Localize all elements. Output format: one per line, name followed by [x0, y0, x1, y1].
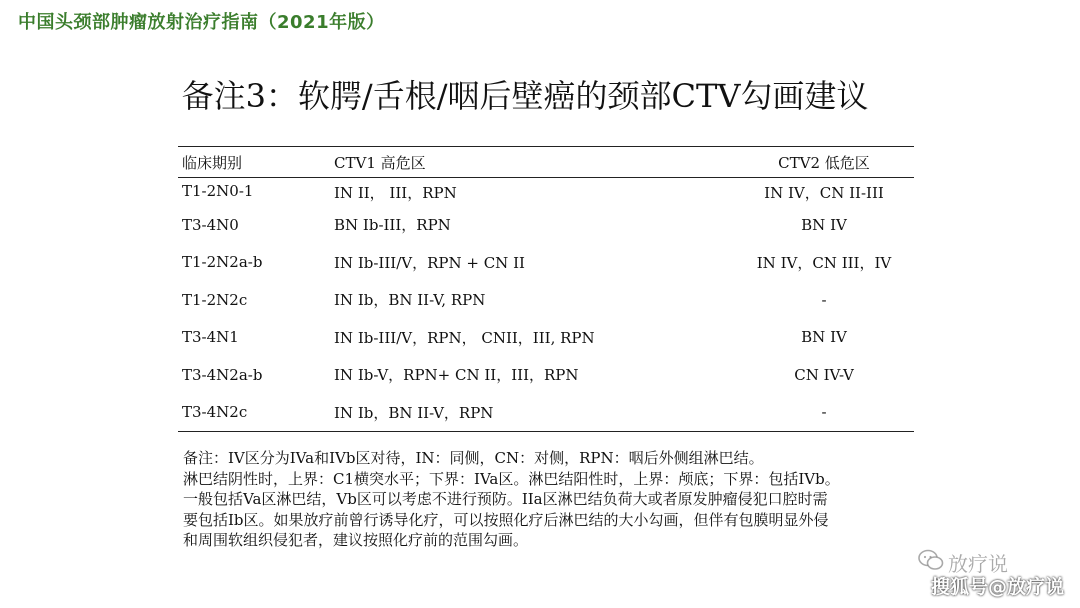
cell-ctv1: IN Ib，BN II-V，RPN	[334, 394, 734, 432]
cell-stage: T1-2N2a-b	[182, 253, 263, 272]
cell-ctv2: IN IV，CN II-III	[764, 184, 884, 202]
cell-ctv1: IN Ib，BN II-V, RPN	[334, 291, 486, 310]
guideline-header-title: 中国头颈部肿瘤放射治疗指南（2021年版）	[18, 12, 385, 33]
cell-ctv1: BN Ib-III，RPN	[334, 216, 451, 235]
cell-ctv2: BN IV	[801, 328, 847, 347]
cell-stage: T1-2N0-1	[182, 182, 254, 200]
cell-stage: T3-4N1	[182, 328, 239, 347]
cell-ctv1: IN II， III，RPN	[334, 184, 457, 202]
table-row	[178, 281, 914, 319]
note-line: 备注：IV区分为IVa和IVb区对待，IN：同侧，CN：对侧，RPN：咽后外侧组淋巴结。	[183, 449, 764, 467]
cell-ctv2: IN IV，CN III，IV	[756, 253, 892, 272]
note-line: 要包括Ib区。如果放疗前曾行诱导化疗，可以按照化疗后淋巴结的大小勾画，但伴有包膜明显外侵	[183, 510, 829, 529]
sohu-watermark: 搜狐号@放疗说	[930, 576, 1064, 598]
wechat-account-name: 放疗说	[948, 552, 1008, 576]
table-body	[178, 178, 914, 432]
cell-ctv2: BN IV	[801, 215, 847, 234]
note-line: 一般包括Va区淋巴结，Vb区可以考虑不进行预防。IIa区淋巴结负荷大或者原发肿瘤侵犯口腔时需	[183, 490, 828, 508]
cell-ctv2: -	[821, 290, 827, 309]
note-line: 淋巴结阴性时，上界：C1横突水平；下界：IVa区。淋巴结阳性时，上界：颅底；下界：包括IVb。	[183, 469, 840, 488]
cell-ctv2: -	[734, 394, 914, 432]
column-header-stage: 临床期别	[178, 147, 334, 178]
table-row	[178, 394, 914, 432]
table-row	[178, 244, 914, 282]
cell-ctv2: CN IV-V	[794, 365, 854, 384]
table-row	[178, 319, 914, 357]
table-header	[178, 147, 914, 178]
table-header-row	[178, 147, 914, 178]
cell-ctv1: IN Ib-III/V，RPN + CN II	[334, 253, 525, 272]
table-row	[178, 178, 914, 207]
cell-stage: T1-2N2c	[182, 290, 248, 309]
slide-title: 备注3：软腭/舌根/咽后壁癌的颈部CTV勾画建议	[181, 77, 869, 115]
table-row	[178, 206, 914, 244]
table-row	[178, 356, 914, 394]
cell-ctv1: IN Ib-V，RPN+ CN II，III，RPN	[334, 366, 579, 385]
cell-ctv1: IN Ib-III/V，RPN， CNII，III, RPN	[334, 328, 595, 347]
table-notes	[183, 448, 963, 551]
cell-stage: T3-4N2c	[178, 394, 334, 432]
cell-stage: T3-4N0	[182, 215, 239, 234]
column-header-ctv2: CTV2 低危区	[734, 147, 914, 178]
cell-stage: T3-4N2a-b	[182, 365, 263, 384]
note-line: 和周围软组织侵犯者，建议按照化疗前的范围勾画。	[183, 531, 529, 549]
column-header-ctv1: CTV1 高危区	[334, 147, 734, 178]
ctv-recommendation-table	[178, 146, 914, 432]
